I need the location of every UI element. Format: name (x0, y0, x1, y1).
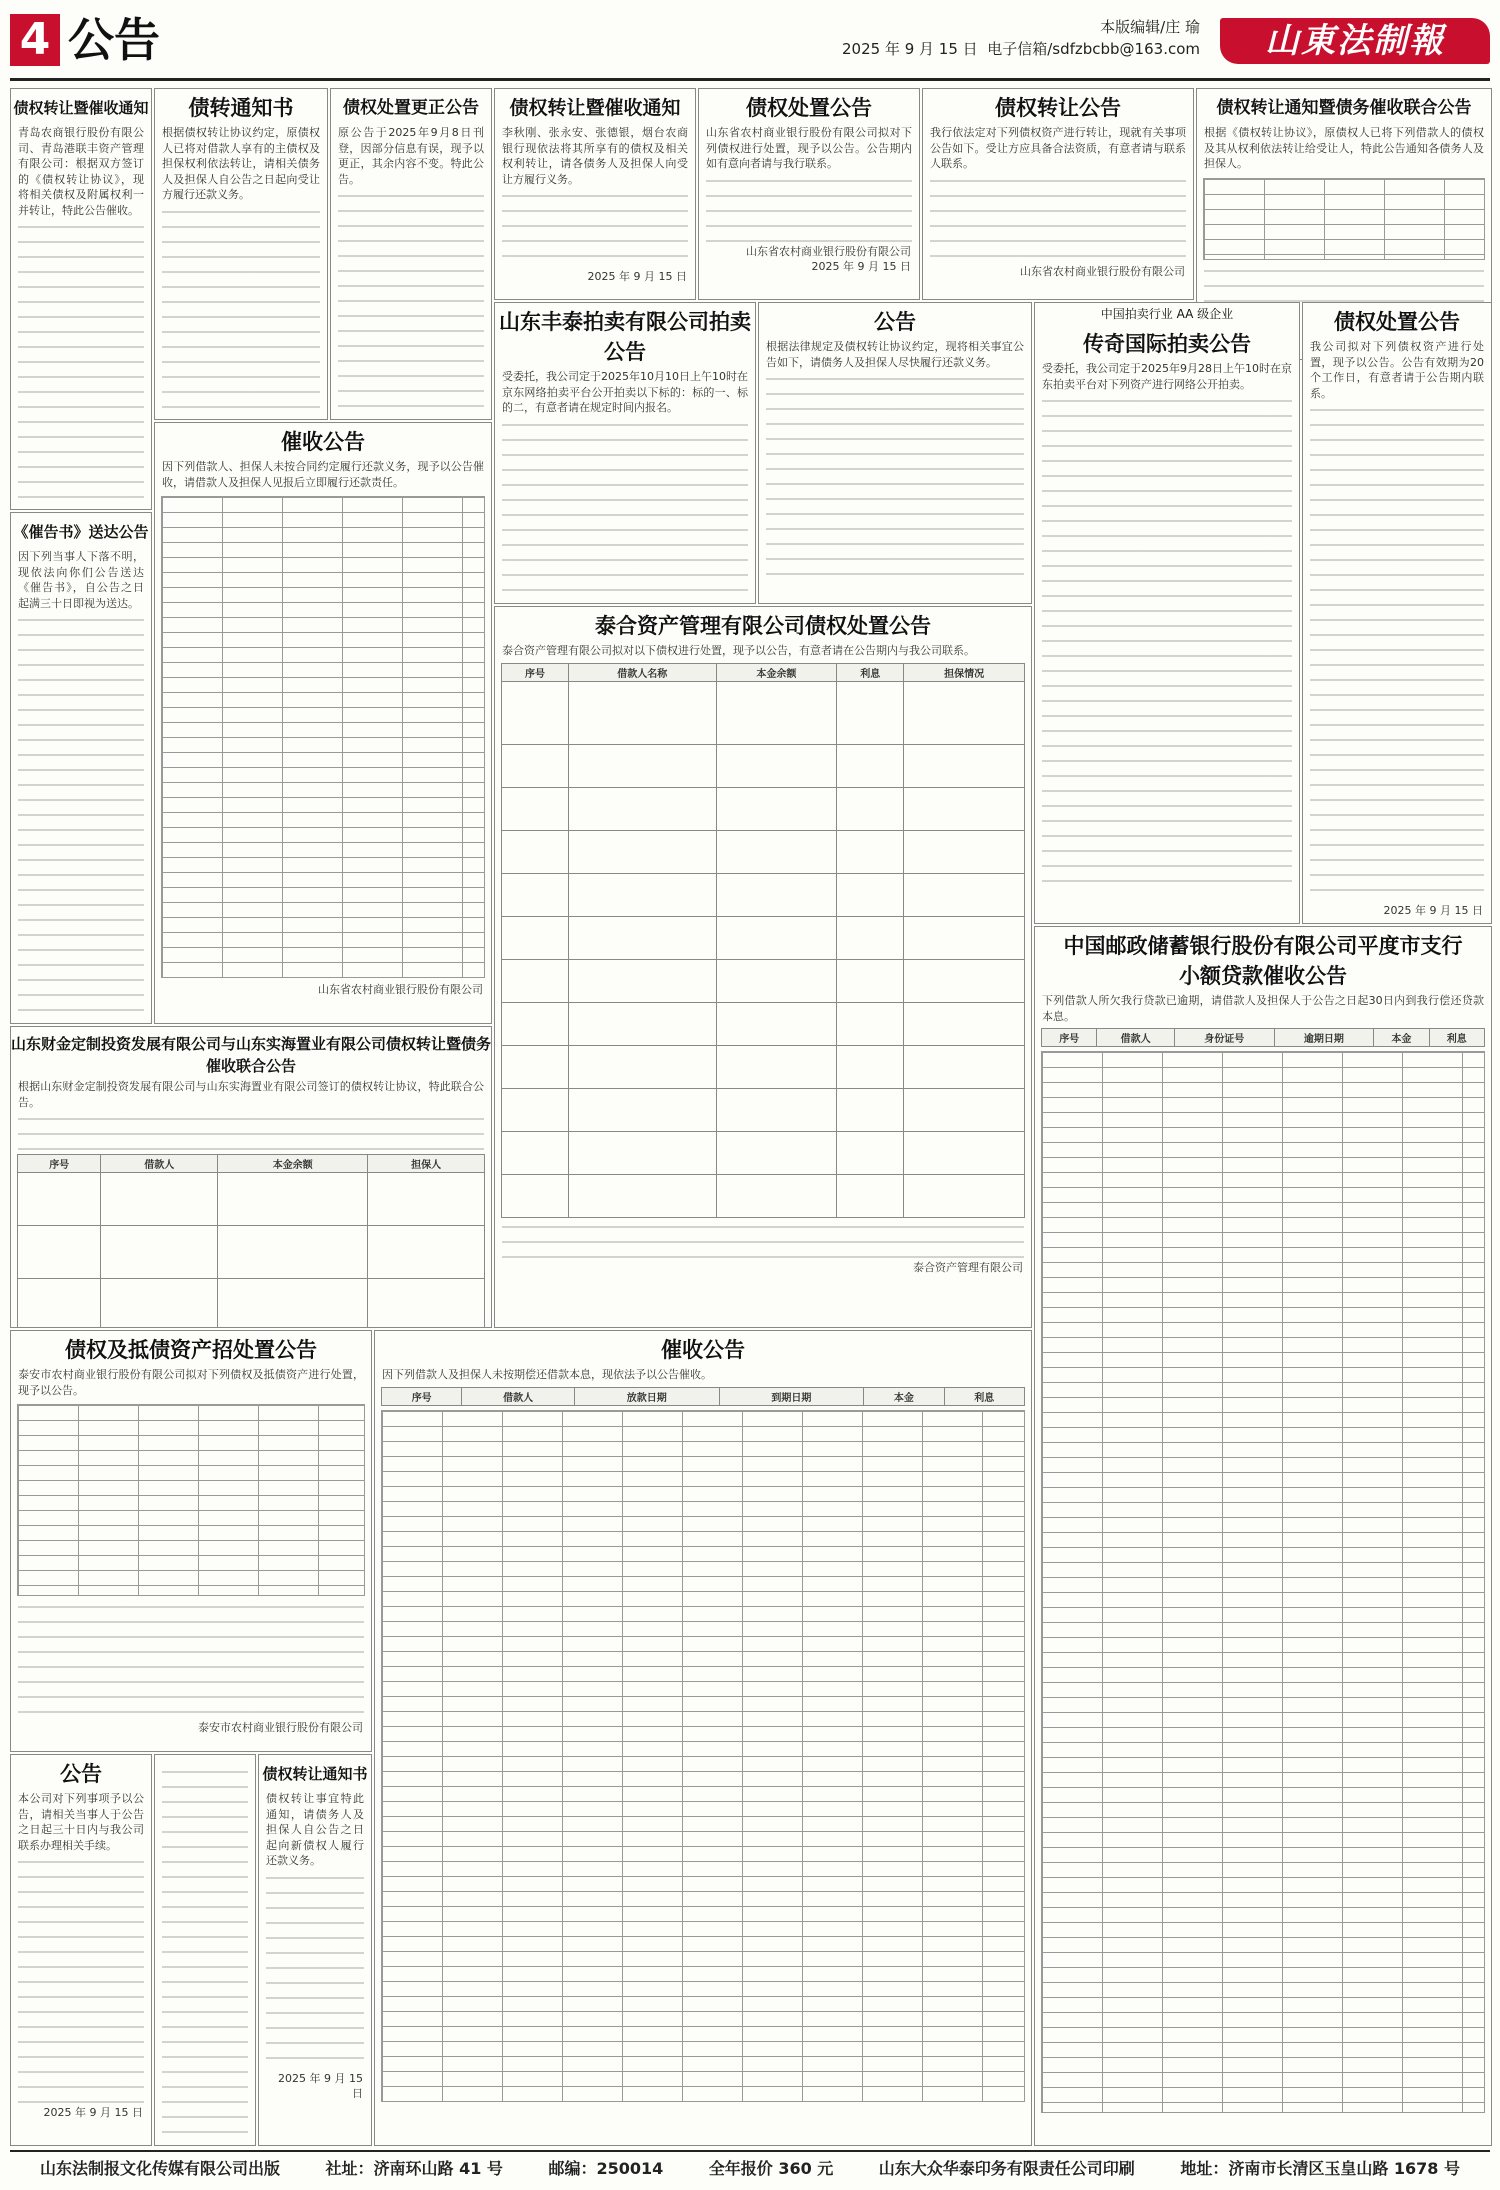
page-number: 4 (10, 14, 60, 66)
notice-8 (494, 302, 756, 604)
notice-title: 债权转让通知书 (262, 1765, 368, 1783)
notice-title: 债权处置更正公告 (343, 98, 479, 118)
notice-date: 2025 年 9 月 15 日 (278, 2071, 363, 2100)
notice-3 (330, 88, 492, 420)
data-table (161, 496, 485, 978)
notice-title: 泰合资产管理有限公司债权处置公告 (595, 614, 931, 638)
notice-date: 2025 年 9 月 15 日 (43, 2106, 143, 2119)
notice-19 (10, 1754, 152, 2146)
notice-body: 山东省农村商业银行股份有限公司拟对下列债权进行处置，现予以公告。公告期内如有意向者请与我行联系。 (706, 126, 912, 170)
notice-title: 债权转让暨催收通知 (509, 97, 681, 119)
publisher: 山东法制报文化传媒有限公司出版 (40, 2159, 281, 2178)
notice-body: 本公司对下列事项予以公告，请相关当事人于公告之日起三十日内与我公司联系办理相关手续。 (18, 1792, 144, 1852)
email: 电子信箱/sdfzbcbb@163.com (987, 40, 1200, 58)
notice-signature: 山东省农村商业银行股份有限公司 (318, 983, 483, 996)
notice-body: 我公司拟对下列债权资产进行处置，现予以公告。公告有效期为20个工作日，有意者请于公告期内联系。 (1310, 340, 1484, 400)
notice-2 (154, 88, 328, 420)
notice-date: 2025 年 9 月 15 日 (811, 259, 911, 273)
notice-11 (1302, 302, 1492, 924)
notice-title: 公告 (60, 1762, 102, 1786)
notice-signature: 山东省农村商业银行股份有限公司 (1020, 264, 1185, 278)
editor: 本版编辑/庄 瑜 (1100, 18, 1200, 36)
notice-title: 债权转让公告 (995, 96, 1121, 120)
notice-body: 受委托，我公司定于2025年9月28日上午10时在京东拍卖平台对下列资产进行网络公开拍卖。 (1042, 362, 1292, 391)
print-address: 地址：济南市长清区玉皇山路 1678 号 (1180, 2159, 1460, 2178)
notice-body: 青岛农商银行股份有限公司、青岛港联丰资产管理有限公司：根据双方签订的《债权转让协议》，现将相关债权及附属权利一并转让，特此公告催收。 (18, 126, 144, 217)
notice-body: 李秋刚、张永安、张德银，烟台农商银行现依法将其所享有的债权及相关权利转让，请各债务人及担保人向受让方履行义务。 (502, 126, 688, 186)
notice-title: 债权处置公告 (746, 96, 872, 120)
page-footer (10, 2150, 1490, 2184)
header-rule (10, 78, 1490, 81)
transfer-table: 序号 借款人 本金余额 担保人 (17, 1154, 485, 1328)
notice-body: 因下列当事人下落不明，现依法向你们公告送达《催告书》，自公告之日起满三十日即视为送达。 (18, 550, 144, 610)
notice-title: 公告 (874, 310, 916, 334)
notice-15 (1034, 926, 1492, 2146)
notice-body: 因下列借款人及担保人未按期偿还借款本息，现依法予以公告催收。 (382, 1368, 712, 1381)
notice-1 (10, 88, 152, 510)
newspaper-logo: 山東法制報 (1220, 18, 1490, 64)
notice-title: 债权转让通知暨债务催收联合公告 (1216, 98, 1472, 118)
data-table (1203, 178, 1485, 260)
notice-title: 债权及抵债资产招处置公告 (65, 1338, 317, 1362)
notice-issuer: 中国拍卖行业 AA 级企业 (1100, 307, 1234, 321)
notice-4 (494, 88, 696, 300)
notice-title: 山东丰泰拍卖有限公司拍卖公告 (499, 310, 751, 364)
notice-body: 泰合资产管理有限公司拟对以下债权进行处置，现予以公告，有意者请在公告期内与我公司联系。 (502, 644, 975, 657)
notice-signature: 泰安市农村商业银行股份有限公司 (198, 1721, 363, 1734)
notice-19b (154, 1754, 256, 2146)
notice-date: 2025 年 9 月 15 日 (587, 270, 687, 283)
notice-body: 债权转让事宜特此通知，请债务人及担保人自公告之日起向新债权人履行还款义务。 (266, 1792, 364, 1867)
loan-table: 序号 借款人 身份证号 逾期日期 本金 利息 (1041, 1028, 1485, 1047)
notice-title: 债转通知书 (188, 96, 294, 120)
notice-title: 传奇国际拍卖公告 (1083, 332, 1251, 356)
printer: 山东大众华泰印务有限责任公司印刷 (878, 2159, 1135, 2178)
notice-body: 根据《债权转让协议》，原债权人已将下列借款人的债权及其从权利依法转让给受让人，特此公告通知各债务人及担保人。 (1204, 126, 1484, 170)
page-meta (842, 16, 1200, 60)
notice-13 (10, 512, 152, 1024)
notice-18 (374, 1330, 1032, 2146)
postcode: 邮编：250014 (548, 2159, 664, 2178)
notice-17 (10, 1330, 372, 1752)
page-header (0, 0, 1500, 78)
notice-12 (154, 422, 492, 1024)
notice-title: 《催告书》送达公告 (13, 523, 149, 541)
notice-title: 中国邮政储蓄银行股份有限公司平度市支行 (1063, 934, 1463, 958)
notice-body: 根据债权转让协议约定，原债权人已将对借款人享有的主债权及担保权利依法转让，请相关债务人及担保人自公告之日起向受让方履行还款义务。 (162, 126, 320, 201)
notice-5 (698, 88, 920, 300)
notice-body: 我行依法定对下列债权资产进行转让，现就有关事项公告如下。受让方应具备合法资质，有意者请与联系人联系。 (930, 126, 1186, 170)
issue-date: 2025 年 9 月 15 日 (842, 40, 978, 58)
notice-title: 催收公告 (281, 430, 365, 454)
notice-date: 2025 年 9 月 15 日 (1383, 904, 1483, 917)
notice-title: 山东财金定制投资发展有限公司与山东实海置业有限公司债权转让暨债务催收联合公告 (11, 1035, 492, 1075)
data-table (17, 1404, 365, 1596)
address: 社址：济南环山路 41 号 (325, 2159, 503, 2178)
notice-body: 根据法律规定及债权转让协议约定，现将相关事宜公告如下，请债务人及担保人尽快履行还款义务。 (766, 340, 1024, 369)
section-title: 公告 (68, 13, 160, 67)
notice-title: 债权处置公告 (1334, 310, 1460, 334)
notice-body: 根据山东财金定制投资发展有限公司与山东实海置业有限公司签订的债权转让协议，特此联合公告。 (18, 1080, 484, 1109)
data-table (381, 1410, 1025, 2102)
notice-6 (922, 88, 1194, 300)
notice-title: 债权转让暨催收通知 (13, 99, 149, 117)
notice-subtitle: 小额贷款催收公告 (1179, 964, 1347, 988)
notice-14 (494, 606, 1032, 1328)
notice-body: 受委托，我公司定于2025年10月10日上午10时在京东网络拍卖平台公开拍卖以下标的：标的一、标的二，有意者请在规定时间内报名。 (502, 370, 748, 414)
notice-9 (758, 302, 1032, 604)
data-table (1041, 1051, 1485, 2113)
notice-title: 催收公告 (661, 1338, 745, 1362)
notice-body: 因下列借款人、担保人未按合同约定履行还款义务，现予以公告催收，请借款人及担保人见报后立即履行还款责任。 (162, 460, 484, 489)
notice-10 (1034, 302, 1300, 924)
notice-signature: 泰合资产管理有限公司 (913, 1260, 1023, 1274)
collection-table: 序号 借款人 放款日期 到期日期 本金 利息 (381, 1387, 1025, 1406)
notice-body: 下列借款人所欠我行贷款已逾期，请借款人及担保人于公告之日起30日内到我行偿还贷款本息。 (1042, 994, 1484, 1023)
disposal-table: 序号 借款人名称 本金余额 利息 担保情况 (501, 663, 1025, 1218)
price: 全年报价 360 元 (708, 2159, 834, 2178)
notice-body: 泰安市农村商业银行股份有限公司拟对下列债权及抵债资产进行处置，现予以公告。 (18, 1368, 364, 1397)
notice-signature: 山东省农村商业银行股份有限公司 (746, 244, 911, 258)
notice-body: 原公告于2025年9月8日刊登，因部分信息有误，现予以更正，其余内容不变。特此公告。 (338, 126, 484, 186)
notice-20 (258, 1754, 372, 2146)
notice-16 (10, 1026, 492, 1328)
